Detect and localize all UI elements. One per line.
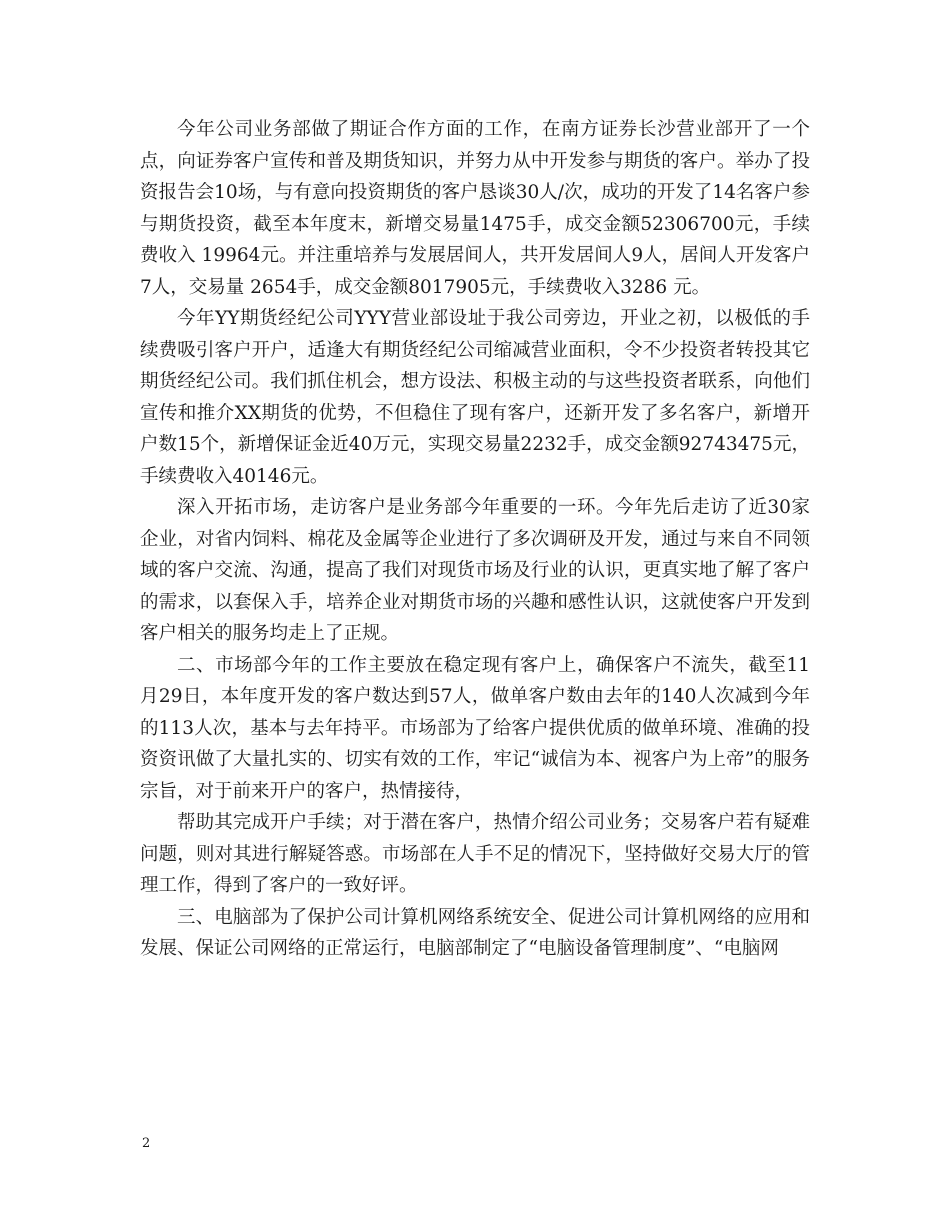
- paragraph-competitor-response: 今年YY期货经纪公司YYY营业部设址于我公司旁边，开业之初，以极低的手续费吸引客户开户，适逢大有期货经纪公司缩减营业面积，令不少投资者转投其它期货经纪公司。我们抓住机会，想方设法、积极主动的与这些投资者联系，向他们宣传和推介XX期货的优势，不但稳住了现有客户，还新开发了多名客户，新增开户数15个，新增保证金近40万元，实现交易量2232手，成交金额92743475元，手续费收入40146元。: [140, 308, 810, 487]
- paragraph-market-expansion: 深入开拓市场，走访客户是业务部今年重要的一环。今年先后走访了近30家企业，对省内饲料、棉花及金属等企业进行了多次调研及开发，通过与来自不同领域的客户交流、沟通，提高了我们对现货市场及行业的认识，更真实地了解了客户的需求，以套保入手，培养企业对期货市场的兴趣和感性认识，这就使客户开发到客户相关的服务均走上了正规。: [140, 497, 810, 644]
- paragraph-computer-department: 三、电脑部为了保护公司计算机网络系统安全、促进公司计算机网络的应用和发展、保证公司网络的正常运行，电脑部制定了“电脑设备管理制度”、“电脑网: [140, 906, 810, 959]
- document-body: [140, 114, 810, 965]
- page-number: 2: [142, 1136, 151, 1151]
- paragraph-market-department: 二、市场部今年的工作主要放在稳定现有客户上，确保客户不流失，截至11月29日，本年度开发的客户数达到57人，做单客户数由去年的140人次减到今年的113人次，基本与去年持平。市场部为了给客户提供优质的做单环境、准确的投资资讯做了大量扎实的、切实有效的工作，牢记“诚信为本、视客户为上帝”的服务宗旨，对于前来开户的客户，热情接待，: [140, 654, 810, 802]
- paragraph-client-service: 帮助其完成开户手续；对于潜在客户，热情介绍公司业务；交易客户若有疑难问题，则对其进行解疑答惑。市场部在人手不足的情况下，坚持做好交易大厅的管理工作，得到了客户的一致好评。: [140, 812, 810, 896]
- paragraph-futures-cooperation: 今年公司业务部做了期证合作方面的工作，在南方证券长沙营业部开了一个点，向证券客户宣传和普及期货知识，并努力从中开发参与期货的客户。举办了投资报告会10场，与有意向投资期货的客户恳谈30人/次，成功的开发了14名客户参与期货投资，截至本年度末，新增交易量1475手，成交金额52306700元，手续费收入 19964元。并注重培养与发展居间人，共开发居间人9人，居间人开发客户7人，交易量 2654手，成交金额8017905元，手续费收入3286 元。: [140, 119, 810, 298]
